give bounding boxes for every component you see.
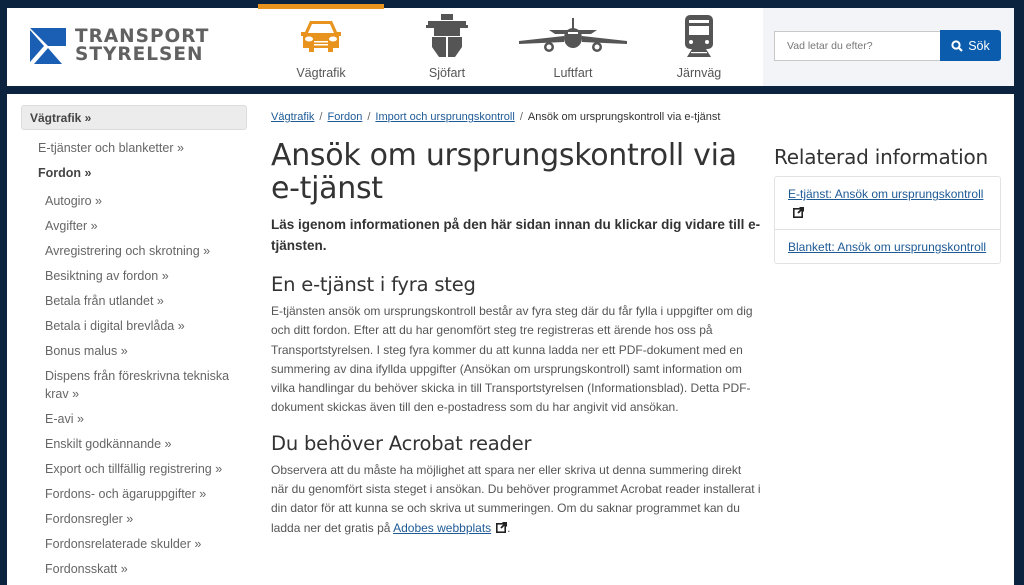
ship-icon [384, 13, 510, 59]
sidebar-item-e-tjanster[interactable]: E-tjänster och blanketter » [38, 141, 184, 155]
train-icon [636, 13, 762, 59]
search-button-label: Sök [968, 38, 990, 53]
page-title: Ansök om ursprungskontroll via e-tjänst [271, 138, 737, 206]
related-heading: Relaterad information [774, 145, 989, 169]
main-nav [258, 8, 762, 86]
site-header [7, 8, 1014, 86]
breadcrumb-vagtrafik[interactable]: Vägtrafik [271, 111, 315, 123]
sidebar-item-vagtrafik[interactable]: Vägtrafik » [21, 105, 247, 130]
main-area [7, 94, 1014, 585]
logo-line1: TRANSPORT [75, 26, 210, 47]
sidebar-item-export[interactable]: Export och tillfällig registrering » [45, 462, 223, 476]
related-item [775, 230, 1000, 263]
section-heading-steps: En e-tjänst i fyra steg [271, 273, 476, 296]
section-body-steps: E-tjänsten ansök om ursprungskontroll består av fyra steg där du får fylla i uppgifter om dig och ditt fordon. Efter att du har genomfört steg tre registreras ett ärende hos oss på Transportstyrelsen. I steg fyra kommer du att kunna ladda ner ett PDF-dokument med en summering av dina ifyllda uppgifter (Ansökan om ursprungskontroll) samt information om vilka handlingar du behöver skicka in till Transportstyrelsen (Informationsblad). Detta PDF-dokument skickas även till den e-postadress som du har angivit vid ansökan. [271, 304, 753, 415]
sidebar-item-fordonsregler[interactable]: Fordonsregler » [45, 512, 134, 526]
sidebar-item-e-avi[interactable]: E-avi » [45, 412, 84, 426]
breadcrumb-import[interactable]: Import och ursprungskontroll [375, 111, 515, 123]
adobe-link[interactable]: Adobes webbplats [393, 520, 492, 535]
nav-luftfart[interactable] [510, 8, 636, 86]
breadcrumb-separator: / [319, 111, 323, 123]
external-link-icon [793, 207, 804, 218]
breadcrumb-separator: / [367, 111, 371, 123]
nav-label: Järnväg [676, 66, 722, 80]
related-link-e-tjanst[interactable]: E-tjänst: Ansök om ursprungskontroll [788, 187, 984, 201]
sidebar-item-betala-utlandet[interactable]: Betala från utlandet » [45, 294, 164, 308]
section-heading-acrobat: Du behöver Acrobat reader [271, 431, 532, 455]
sidebar-item-bonus-malus[interactable]: Bonus malus » [45, 344, 128, 358]
sidebar-item-fordon[interactable]: Fordon » [38, 166, 92, 180]
sidebar-item-agaruppgifter[interactable]: Fordons- och ägaruppgifter » [45, 487, 207, 501]
sidebar-item-betala-brevlada[interactable]: Betala i digital brevlåda » [45, 319, 185, 333]
breadcrumb-current: Ansök om ursprungskontroll via e-tjänst [527, 111, 721, 123]
sidebar-item-enskilt-godkannande[interactable]: Enskilt godkännande » [45, 437, 172, 451]
sidebar-item-avregistrering[interactable]: Avregistrering och skrotning » [45, 244, 211, 258]
related-list [774, 176, 1001, 264]
sidebar-item-autogiro[interactable]: Autogiro » [45, 194, 102, 208]
breadcrumb [271, 109, 761, 126]
related-link-blankett[interactable]: Blankett: Ansök om ursprungskontroll [788, 240, 987, 254]
nav-label: Sjöfart [428, 66, 466, 80]
breadcrumb-fordon[interactable]: Fordon [327, 111, 363, 123]
nav-sjofart[interactable] [384, 8, 510, 86]
section-body-acrobat: Observera att du måste ha möjlighet att spara ner eller skriva ut denna summering direkt när du genomfört sista steget i ansökan. Du behöver programmet Acrobat reader installerat i din dator för att kunna se och skriva ut summeringen. Om du saknar programmet kan du ladda ner det gratis på Adobes webbplats . [271, 462, 761, 535]
sidebar-item-fordonsskatt[interactable]: Fordonsskatt » [45, 562, 128, 576]
nav-label: Luftfart [553, 66, 593, 80]
sidebar-item-avgifter[interactable]: Avgifter » [45, 219, 98, 233]
lead-text: Läs igenom informationen på den här sidan innan du klickar dig vidare till e-tjänsten. [271, 217, 761, 253]
sidebar-item-besiktning[interactable]: Besiktning av fordon » [45, 269, 169, 283]
sidebar-item-dispens[interactable]: Dispens från föreskrivna tekniska krav » [45, 369, 230, 401]
sidebar-nav [21, 105, 247, 581]
search-input[interactable]: Vad letar du efter? [774, 31, 941, 61]
search-panel [763, 8, 1014, 86]
search-button[interactable] [940, 30, 1001, 61]
breadcrumb-separator: / [519, 111, 523, 123]
sidebar-item-skulder[interactable]: Fordonsrelaterade skulder » [45, 537, 202, 551]
nav-jarnvag[interactable] [636, 8, 762, 86]
related-item [775, 177, 1000, 230]
car-icon [258, 13, 384, 59]
nav-label: Vägtrafik [296, 66, 346, 80]
external-link-icon [496, 522, 507, 533]
search-icon [951, 40, 963, 52]
article-content [271, 109, 761, 538]
logo-line2: STYRELSEN [75, 44, 204, 65]
nav-vagtrafik[interactable] [258, 8, 384, 86]
transportstyrelsen-logo[interactable] [30, 28, 209, 64]
related-info [774, 144, 1001, 264]
airplane-icon [510, 13, 636, 59]
logo-mark-icon [30, 28, 66, 64]
